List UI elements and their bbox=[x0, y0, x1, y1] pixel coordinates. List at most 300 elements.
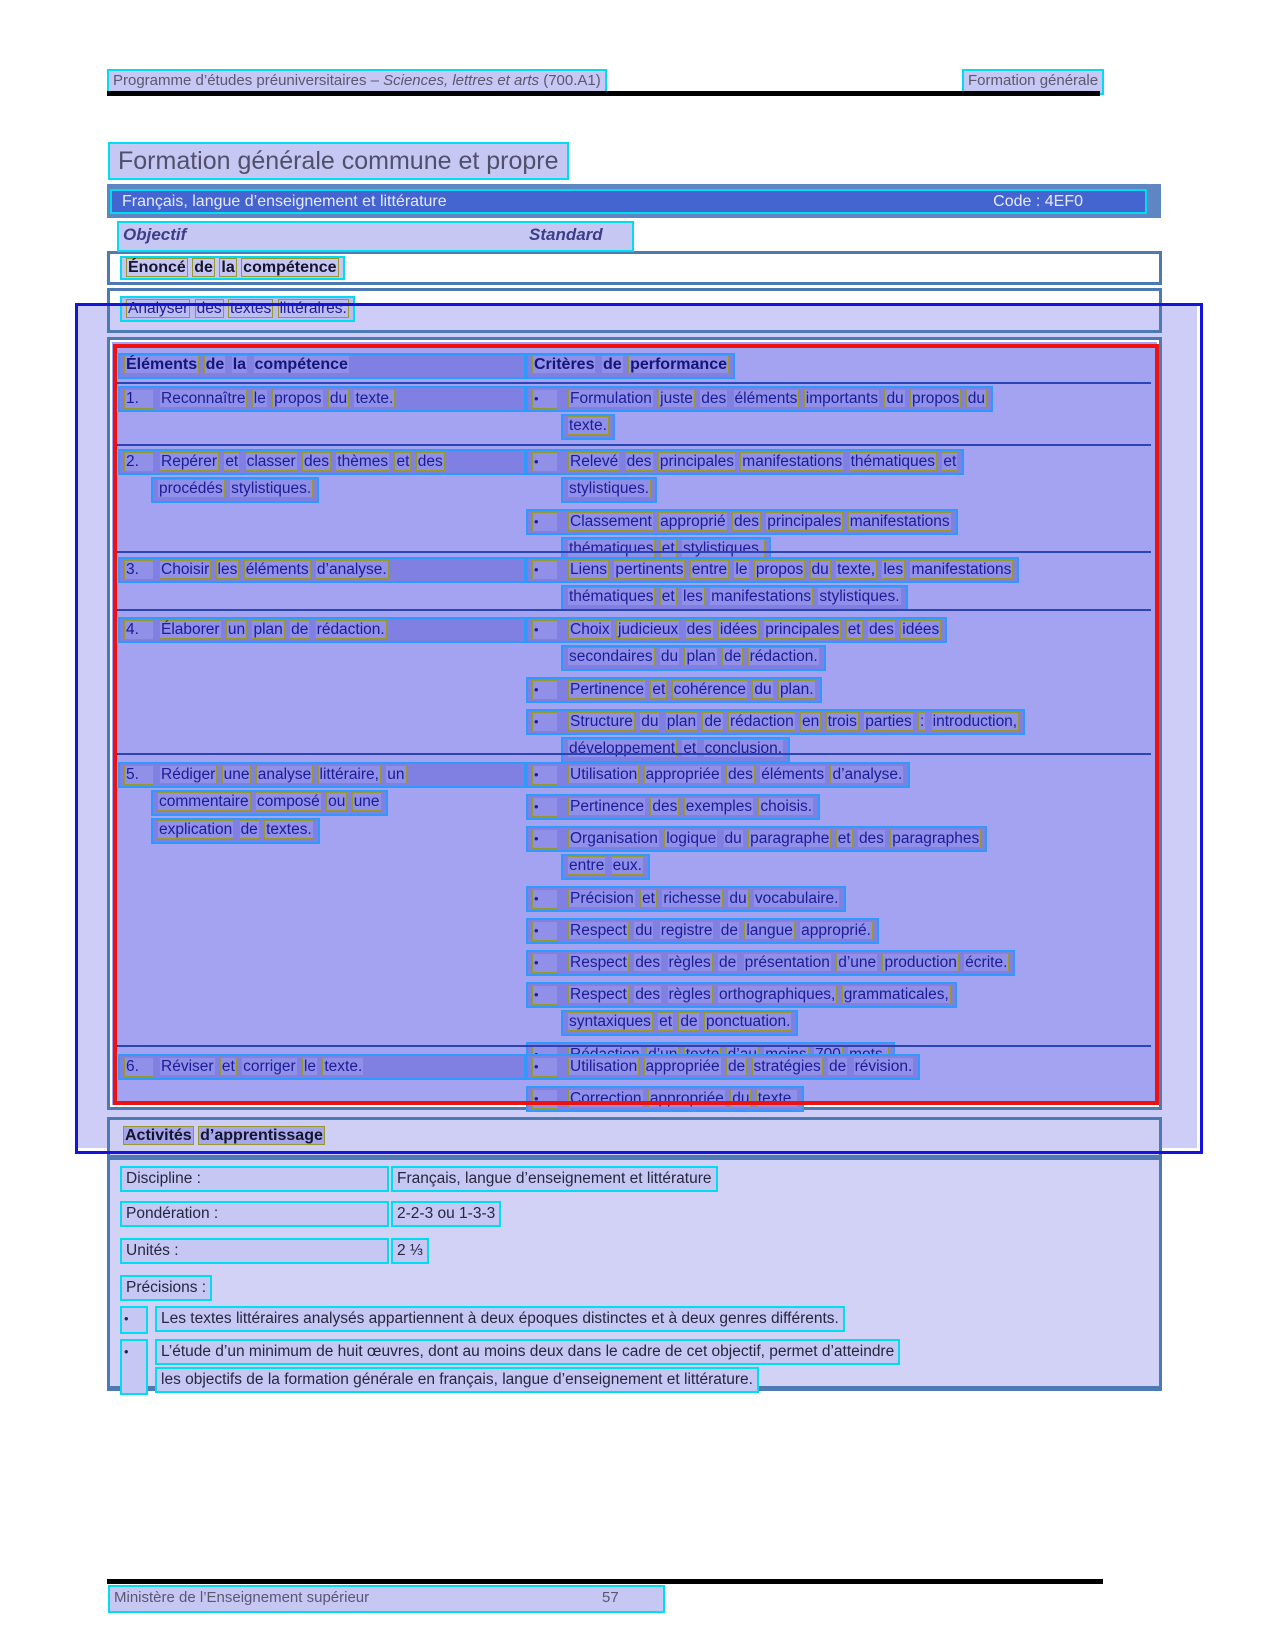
word-box: de bbox=[680, 1013, 698, 1030]
word-box: Rédiger bbox=[161, 766, 216, 783]
table-header-left bbox=[118, 353, 526, 379]
word-box: idées bbox=[902, 621, 940, 638]
word-box: corriger bbox=[243, 1058, 296, 1075]
element-line bbox=[151, 790, 388, 816]
word-box: et bbox=[659, 1013, 673, 1030]
word-box: entre bbox=[569, 857, 605, 874]
word-box: cohérence bbox=[673, 681, 747, 698]
element-line bbox=[118, 449, 526, 475]
criteria-cell bbox=[526, 617, 1149, 765]
word-box: ou bbox=[328, 793, 346, 810]
word-box: richesse bbox=[663, 890, 722, 907]
word-box: stylistiques. bbox=[683, 540, 764, 557]
word-box: de bbox=[602, 356, 622, 373]
objectif-standard-row bbox=[117, 221, 634, 252]
word-box: manifestations bbox=[911, 561, 1012, 578]
row-separator bbox=[116, 1045, 1151, 1047]
criterion-line bbox=[526, 826, 987, 852]
word-box: plan bbox=[253, 621, 283, 638]
criterion-line bbox=[561, 1010, 798, 1036]
criterion-line bbox=[526, 509, 958, 535]
word-box: production bbox=[884, 954, 957, 971]
word-box: thématiques bbox=[569, 588, 654, 605]
criterion-line bbox=[561, 585, 908, 611]
word-box: vocabulaire. bbox=[754, 890, 839, 907]
word-box: des bbox=[858, 830, 884, 847]
header-rule bbox=[107, 91, 1100, 96]
field-value: 2-2-3 ou 1-3-3 bbox=[391, 1201, 501, 1227]
word-box: et bbox=[943, 453, 957, 470]
criterion-line bbox=[526, 1086, 804, 1112]
header-left-program-name: Sciences, lettres et arts bbox=[383, 72, 540, 89]
element-cell bbox=[118, 762, 526, 1070]
word-box: syntaxiques bbox=[569, 1013, 651, 1030]
word-box: des bbox=[626, 453, 652, 470]
word-box: et bbox=[221, 1058, 235, 1075]
word-box: la bbox=[221, 259, 235, 276]
word-box: entre bbox=[691, 561, 728, 578]
word-box: littéraire, bbox=[319, 766, 379, 783]
word-box: compétence bbox=[243, 259, 337, 276]
word-box: des bbox=[727, 766, 753, 783]
criterion-line bbox=[526, 677, 822, 703]
row-separator bbox=[116, 753, 1151, 755]
word-box: appropriée bbox=[649, 1090, 724, 1107]
word-box: écrite. bbox=[965, 954, 1008, 971]
field-unites bbox=[120, 1238, 429, 1264]
criterion-line bbox=[526, 950, 1015, 976]
word-box: du bbox=[732, 1090, 750, 1107]
word-box: langue bbox=[746, 922, 793, 939]
word-box: Respect bbox=[570, 986, 627, 1003]
word-box: appropriée bbox=[645, 766, 720, 783]
word-box: de bbox=[720, 922, 738, 939]
word-box: performance bbox=[630, 356, 727, 373]
word-box: les bbox=[883, 561, 904, 578]
word-box: de bbox=[291, 621, 309, 638]
field-discipline bbox=[120, 1166, 718, 1192]
word-box: de bbox=[205, 356, 225, 373]
word-box: approprié. bbox=[801, 922, 871, 939]
word-box: Relevé bbox=[570, 453, 619, 470]
word-box: principales bbox=[659, 453, 734, 470]
word-box: propos bbox=[912, 390, 960, 407]
word-box: des bbox=[196, 300, 222, 317]
element-line bbox=[118, 1054, 526, 1080]
word-box: thèmes bbox=[337, 453, 389, 470]
word-box: d’analyse. bbox=[316, 561, 387, 578]
course-bar bbox=[107, 184, 1161, 218]
criteria-cell bbox=[526, 762, 1149, 1070]
word-box: commentaire bbox=[159, 793, 249, 810]
word-box: le bbox=[735, 561, 748, 578]
element-cell bbox=[118, 557, 526, 613]
word-box: approprié bbox=[660, 513, 726, 530]
word-box: un bbox=[227, 621, 246, 638]
word-box: de bbox=[704, 713, 722, 730]
field-label: Pondération : bbox=[120, 1201, 389, 1227]
word-box: propos bbox=[274, 390, 322, 407]
criterion-line bbox=[526, 794, 820, 820]
bullet-icon: • bbox=[532, 765, 558, 785]
word-box: et bbox=[396, 453, 410, 470]
word-box: des bbox=[701, 390, 727, 407]
word-box: texte. bbox=[757, 1090, 796, 1107]
criterion-line bbox=[526, 709, 1025, 735]
element-line bbox=[118, 617, 526, 643]
item-number: 6. bbox=[124, 1057, 154, 1077]
word-box: Liens bbox=[570, 561, 608, 578]
word-box: stylistiques. bbox=[231, 480, 312, 497]
word-box: conclusion. bbox=[704, 740, 783, 757]
word-box: d’une bbox=[838, 954, 877, 971]
table-row bbox=[118, 617, 1149, 765]
word-box: les bbox=[217, 561, 238, 578]
word-box: composé bbox=[256, 793, 320, 810]
word-box: du bbox=[329, 390, 348, 407]
word-box: et bbox=[652, 681, 666, 698]
word-box: analyse bbox=[257, 766, 312, 783]
word-box: de bbox=[719, 954, 737, 971]
word-box: révision. bbox=[854, 1058, 913, 1075]
word-box: exemples bbox=[685, 798, 753, 815]
word-box: un bbox=[387, 766, 405, 783]
word-box: de bbox=[829, 1058, 847, 1075]
element-cell bbox=[118, 617, 526, 765]
field-ponderation bbox=[120, 1201, 501, 1227]
criterion-line bbox=[561, 414, 615, 440]
word-box: Pertinence bbox=[570, 798, 645, 815]
word-box: Respect bbox=[570, 922, 627, 939]
word-box: Utilisation bbox=[570, 1058, 638, 1075]
word-box: du bbox=[724, 830, 742, 847]
word-box: Précision bbox=[570, 890, 634, 907]
word-box: éléments bbox=[245, 561, 309, 578]
word-box: du bbox=[967, 390, 985, 407]
criteria-cell bbox=[526, 449, 1149, 565]
enonce-box bbox=[107, 251, 1162, 285]
word-box: le bbox=[253, 390, 266, 407]
word-box: rédaction. bbox=[749, 648, 818, 665]
word-box: des bbox=[868, 621, 894, 638]
word-box: principales bbox=[765, 621, 840, 638]
bullet-icon: • bbox=[120, 1339, 148, 1395]
word-box: Analyser bbox=[128, 300, 189, 317]
precision-text bbox=[155, 1339, 900, 1395]
word-box: Correction bbox=[570, 1090, 642, 1107]
course-title: Français, langue d’enseignement et littérature bbox=[122, 192, 447, 210]
criterion-line bbox=[526, 982, 957, 1008]
word-box: choisis. bbox=[760, 798, 813, 815]
criterion-line bbox=[526, 886, 846, 912]
word-box: développement bbox=[569, 740, 675, 757]
word-box: principales bbox=[767, 513, 842, 530]
word-box: Critères bbox=[534, 356, 595, 373]
table-row bbox=[118, 449, 1149, 565]
field-value: 2 ⅓ bbox=[391, 1238, 429, 1264]
word-box: du bbox=[635, 922, 653, 939]
criteria-cell bbox=[526, 557, 1149, 613]
word-box: règles bbox=[668, 954, 711, 971]
criterion-line bbox=[526, 762, 910, 788]
word-box: thématiques bbox=[850, 453, 936, 470]
word-box: compétence bbox=[254, 356, 348, 373]
word-box: plan. bbox=[779, 681, 814, 698]
bullet-icon: • bbox=[532, 1057, 558, 1077]
word-box: introduction, bbox=[932, 713, 1018, 730]
word-box: orthographiques, bbox=[719, 986, 836, 1003]
word-box: : bbox=[920, 713, 925, 730]
element-cell bbox=[118, 449, 526, 565]
element-cell bbox=[118, 386, 526, 442]
word-box: des bbox=[417, 453, 443, 470]
field-label: Unités : bbox=[120, 1238, 389, 1264]
competence-statement bbox=[120, 296, 355, 322]
word-box: stylistiques. bbox=[569, 480, 650, 497]
word-box: une bbox=[223, 766, 250, 783]
page-title: Formation générale commune et propre bbox=[108, 142, 569, 180]
word-box: des bbox=[652, 798, 678, 815]
word-box: propos bbox=[755, 561, 804, 578]
word-box: Organisation bbox=[570, 830, 658, 847]
header-left-code: (700.A1) bbox=[539, 72, 601, 89]
word-box: des bbox=[635, 954, 661, 971]
criterion-line bbox=[526, 1054, 920, 1080]
word-box: règles bbox=[668, 986, 711, 1003]
row-separator bbox=[116, 444, 1151, 446]
word-box: idées bbox=[719, 621, 757, 638]
footer-rule bbox=[107, 1579, 1103, 1584]
elements-table bbox=[107, 337, 1162, 1110]
word-box: trois bbox=[827, 713, 857, 730]
table-header-row bbox=[118, 353, 1149, 381]
word-box: rédaction. bbox=[316, 621, 385, 638]
word-box: procédés bbox=[159, 480, 223, 497]
precision-line: les objectifs de la formation générale en français, langue d’enseignement et littérature. bbox=[155, 1367, 759, 1393]
word-box: paragraphe bbox=[750, 830, 830, 847]
word-box: ponctuation. bbox=[705, 1013, 791, 1030]
word-box: Pertinence bbox=[570, 681, 645, 698]
field-label: Discipline : bbox=[120, 1166, 389, 1192]
criterion-line bbox=[561, 645, 826, 671]
word-box: et bbox=[661, 540, 675, 557]
row-separator bbox=[116, 609, 1151, 611]
word-box: parties bbox=[865, 713, 912, 730]
criterion-line bbox=[526, 386, 993, 412]
word-box: Choix bbox=[570, 621, 610, 638]
table-row bbox=[118, 762, 1149, 1070]
table-row bbox=[118, 557, 1149, 613]
word-box: et bbox=[837, 830, 851, 847]
word-box: les bbox=[683, 588, 703, 605]
element-line bbox=[118, 762, 526, 788]
bullet-icon: • bbox=[532, 889, 558, 909]
word-box: eux. bbox=[612, 857, 642, 874]
footer bbox=[108, 1585, 665, 1613]
bullet-icon: • bbox=[532, 560, 558, 580]
bullet-icon: • bbox=[532, 1089, 558, 1109]
header-left-prefix: Programme d’études préuniversitaires – bbox=[113, 72, 384, 89]
word-box: du bbox=[754, 681, 772, 698]
word-box: rédaction bbox=[729, 713, 794, 730]
word-box: Reconnaître bbox=[161, 390, 246, 407]
standard-label: Standard bbox=[529, 225, 603, 244]
word-box: en bbox=[802, 713, 820, 730]
word-box: appropriée bbox=[645, 1058, 720, 1075]
bullet-icon: • bbox=[532, 797, 558, 817]
precisions-label: Précisions : bbox=[120, 1275, 212, 1301]
word-box: Réviser bbox=[161, 1058, 214, 1075]
footer-text: Ministère de l’Enseignement supérieur bbox=[114, 1589, 370, 1606]
word-box: du bbox=[660, 648, 679, 665]
word-box: Repérer bbox=[161, 453, 217, 470]
word-box: éléments bbox=[734, 390, 798, 407]
precisions-label-row bbox=[120, 1275, 212, 1301]
page-header-right: Formation générale bbox=[962, 69, 1104, 95]
word-box: le bbox=[303, 1058, 317, 1075]
criterion-line bbox=[526, 557, 1019, 583]
word-box: et bbox=[683, 740, 697, 757]
criterion-line bbox=[526, 617, 947, 643]
element-cell bbox=[118, 1054, 526, 1114]
word-box: d’analyse. bbox=[832, 766, 903, 783]
word-box: Structure bbox=[570, 713, 633, 730]
word-box: Énoncé bbox=[128, 259, 186, 276]
word-box: Respect bbox=[570, 954, 627, 971]
activites-box bbox=[107, 1117, 1162, 1158]
word-box: la bbox=[232, 356, 247, 373]
word-box: Choisir bbox=[161, 561, 210, 578]
word-box: explication bbox=[159, 821, 233, 838]
word-box: textes bbox=[229, 300, 272, 317]
word-box: et bbox=[661, 588, 675, 605]
word-box: du bbox=[811, 561, 829, 578]
word-box: une bbox=[353, 793, 380, 810]
word-box: textes. bbox=[266, 821, 312, 838]
criterion-line bbox=[561, 854, 650, 880]
row-separator bbox=[116, 382, 1151, 384]
item-number: 3. bbox=[124, 560, 154, 580]
word-box: des bbox=[733, 513, 759, 530]
criteria-cell bbox=[526, 1054, 1149, 1114]
word-box: manifestations bbox=[711, 588, 812, 605]
word-box: plan bbox=[686, 648, 716, 665]
word-box: secondaires bbox=[569, 648, 653, 665]
word-box: texte. bbox=[569, 417, 607, 434]
word-box: du bbox=[886, 390, 904, 407]
bullet-icon: • bbox=[532, 829, 558, 849]
word-box: des bbox=[686, 621, 712, 638]
word-box: thématiques bbox=[569, 540, 654, 557]
word-box: registre bbox=[660, 922, 713, 939]
word-box: Activités bbox=[125, 1127, 192, 1144]
word-box: des bbox=[635, 986, 661, 1003]
word-box: plan bbox=[666, 713, 697, 730]
word-box: judicieux bbox=[617, 621, 679, 638]
bullet-icon: • bbox=[532, 620, 558, 640]
word-box: du bbox=[641, 713, 659, 730]
word-box: Formulation bbox=[570, 390, 652, 407]
word-box: manifestations bbox=[849, 513, 950, 530]
word-box: de bbox=[727, 1058, 746, 1075]
word-box: Utilisation bbox=[570, 766, 638, 783]
precision-item bbox=[120, 1339, 900, 1395]
row-separator bbox=[116, 551, 1151, 553]
item-number: 4. bbox=[124, 620, 154, 640]
precision-item bbox=[120, 1306, 845, 1334]
table-header-right bbox=[526, 353, 735, 379]
enonce-heading bbox=[120, 256, 345, 280]
bullet-icon: • bbox=[532, 953, 558, 973]
element-line bbox=[118, 557, 526, 583]
precision-text bbox=[155, 1306, 845, 1334]
criterion-line bbox=[561, 737, 790, 763]
word-box: littéraires. bbox=[279, 300, 347, 317]
word-box: éléments bbox=[761, 766, 825, 783]
bullet-icon: • bbox=[532, 389, 558, 409]
word-box: grammaticales, bbox=[843, 986, 949, 1003]
table-header-left-cell bbox=[118, 353, 526, 381]
word-box: manifestations bbox=[742, 453, 843, 470]
activites-details-box bbox=[107, 1157, 1162, 1391]
word-box: classer bbox=[246, 453, 296, 470]
table-header-right-cell bbox=[526, 353, 1149, 381]
word-box: Éléments bbox=[126, 356, 198, 373]
course-bar-highlight bbox=[110, 189, 1147, 214]
word-box: paragraphes bbox=[892, 830, 980, 847]
table-row bbox=[118, 1054, 1149, 1114]
element-line bbox=[151, 477, 319, 503]
word-box: texte. bbox=[355, 390, 394, 407]
bullet-icon: • bbox=[532, 680, 558, 700]
word-box: Élaborer bbox=[161, 621, 220, 638]
bullet-icon: • bbox=[532, 985, 558, 1005]
word-box: de bbox=[724, 648, 742, 665]
word-box: présentation bbox=[744, 954, 830, 971]
word-box: du bbox=[729, 890, 747, 907]
criteria-cell bbox=[526, 386, 1149, 442]
word-box: de bbox=[240, 821, 258, 838]
word-box: et bbox=[642, 890, 655, 907]
word-box: importants bbox=[805, 390, 879, 407]
bullet-icon: • bbox=[532, 921, 558, 941]
element-line bbox=[151, 818, 320, 844]
course-code: Code : 4EF0 bbox=[993, 192, 1083, 210]
word-box: des bbox=[303, 453, 329, 470]
word-box: Classement bbox=[570, 513, 652, 530]
word-box: juste bbox=[660, 390, 693, 407]
field-value: Français, langue d’enseignement et littérature bbox=[391, 1166, 718, 1192]
criterion-line bbox=[526, 918, 879, 944]
word-box: logique bbox=[666, 830, 717, 847]
precision-line: Les textes littéraires analysés appartiennent à deux époques distinctes et à deux genres différents. bbox=[155, 1306, 845, 1332]
bullet-icon: • bbox=[532, 452, 558, 472]
criterion-line bbox=[561, 477, 657, 503]
word-box: de bbox=[194, 259, 213, 276]
criterion-line bbox=[526, 449, 964, 475]
bullet-icon: • bbox=[120, 1306, 148, 1334]
word-box: d’apprentissage bbox=[200, 1127, 323, 1144]
precision-line: L’étude d’un minimum de huit œuvres, dont au moins deux dans le cadre de cet objectif, permet d’atteindre bbox=[155, 1339, 900, 1365]
word-box: et bbox=[225, 453, 239, 470]
word-box: stratégies bbox=[753, 1058, 821, 1075]
table-row bbox=[118, 386, 1149, 442]
word-box: pertinents bbox=[615, 561, 684, 578]
bullet-icon: • bbox=[532, 512, 558, 532]
activites-heading bbox=[120, 1126, 328, 1146]
word-box: et bbox=[847, 621, 861, 638]
competence-statement-box bbox=[107, 288, 1162, 333]
